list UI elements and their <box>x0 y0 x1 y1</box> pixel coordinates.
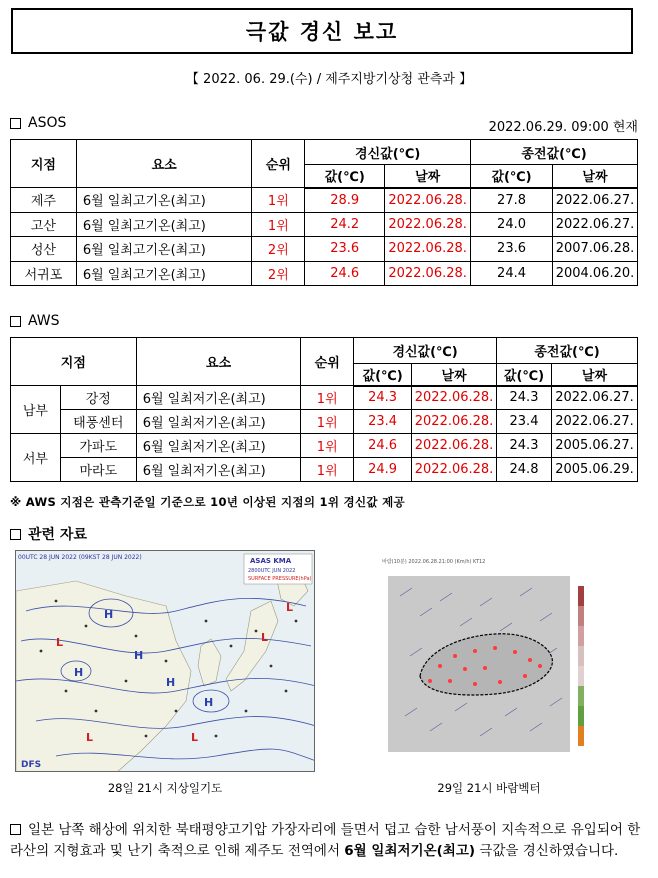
new-value-cell: 23.4 <box>354 410 412 434</box>
header-new-date: 날짜 <box>385 165 471 188</box>
wind-vector-map <box>380 556 598 768</box>
element-cell: 6월 일최저기온(최고) <box>136 386 301 410</box>
summary-highlight: 6월 일최저기온(최고) <box>344 843 476 859</box>
checkbox-icon <box>10 529 21 540</box>
map1-logo: DFS <box>21 760 42 770</box>
old-date-cell: 2022.06.27. <box>552 188 637 213</box>
header-new-value: 값(℃) <box>305 165 385 188</box>
asos-table <box>10 139 638 286</box>
new-date-cell: 2022.06.28. <box>412 434 497 458</box>
svg-text:H: H <box>74 666 84 679</box>
new-date-cell: 2022.06.28. <box>385 188 471 213</box>
aws-section-heading: AWS <box>10 313 60 329</box>
asos-timestamp: 2022.06.29. 09:00 현재 <box>488 120 638 135</box>
old-date-cell: 2005.06.27. <box>551 434 637 458</box>
map1-brand: ASAS KMA <box>250 557 292 565</box>
rank-cell: 2위 <box>252 237 305 262</box>
table-row <box>11 261 638 286</box>
header-element: 요소 <box>76 140 252 188</box>
old-date-cell: 2007.06.28. <box>552 237 637 262</box>
station-cell: 제주 <box>11 188 77 213</box>
new-value-cell: 24.6 <box>305 261 385 286</box>
header-old-value: 값(℃) <box>471 165 553 188</box>
old-value-cell: 27.8 <box>471 188 553 213</box>
old-value-cell: 24.4 <box>471 261 553 286</box>
svg-text:L: L <box>261 631 269 644</box>
rank-cell: 1위 <box>301 434 354 458</box>
report-subtitle: 【 2022. 06. 29.(수) / 제주지방기상청 관측과 】 <box>185 72 473 87</box>
new-date-cell: 2022.06.28. <box>412 410 497 434</box>
new-value-cell: 24.2 <box>305 212 385 237</box>
checkbox-icon <box>10 824 21 835</box>
station-cell: 가파도 <box>60 434 136 458</box>
new-value-cell: 24.9 <box>354 458 412 482</box>
old-date-cell: 2004.06.20. <box>552 261 637 286</box>
header-station: 지점 <box>11 338 137 386</box>
new-date-cell: 2022.06.28. <box>385 237 471 262</box>
header-old-date: 날짜 <box>551 364 637 386</box>
element-cell: 6월 일최고기온(최고) <box>76 212 252 237</box>
svg-text:L: L <box>286 601 294 614</box>
new-date-cell: 2022.06.28. <box>412 386 497 410</box>
map1-brand-date: 2800UTC JUN 2022 <box>248 568 296 574</box>
new-date-cell: 2022.06.28. <box>385 261 471 286</box>
aws-table <box>10 337 638 482</box>
old-date-cell: 2022.06.27. <box>551 410 637 434</box>
map1-header-text: 00UTC 28 JUN 2022 (09KST 28 JUN 2022) <box>18 554 142 561</box>
new-date-cell: 2022.06.28. <box>385 212 471 237</box>
svg-text:H: H <box>166 676 176 689</box>
related-section-heading: 관련 자료 <box>10 524 87 544</box>
aws-footnote: ※ AWS 지점은 관측기준일 기준으로 10년 이상된 지점의 1위 경신값 제공 <box>10 495 405 509</box>
station-cell: 태풍센터 <box>60 410 136 434</box>
new-value-cell: 28.9 <box>305 188 385 213</box>
table-row <box>11 458 638 482</box>
surface-weather-chart-image <box>16 551 315 772</box>
element-cell: 6월 일최저기온(최고) <box>136 458 301 482</box>
new-value-cell: 24.3 <box>354 386 412 410</box>
element-cell: 6월 일최저기온(최고) <box>136 434 301 458</box>
rank-cell: 1위 <box>301 386 354 410</box>
svg-text:H: H <box>104 608 114 621</box>
region-cell: 서부 <box>11 434 61 482</box>
new-value-cell: 24.6 <box>354 434 412 458</box>
new-value-cell: 23.6 <box>305 237 385 262</box>
header-rank: 순위 <box>252 140 305 188</box>
region-cell: 남부 <box>11 386 61 434</box>
header-new-value: 값(℃) <box>354 364 412 386</box>
station-cell: 강정 <box>60 386 136 410</box>
svg-text:H: H <box>134 649 144 662</box>
rank-cell: 2위 <box>252 261 305 286</box>
surface-weather-chart <box>15 550 315 772</box>
old-date-cell: 2005.06.29. <box>551 458 637 482</box>
old-value-cell: 23.4 <box>497 410 552 434</box>
table-row <box>11 386 638 410</box>
rank-cell: 1위 <box>301 410 354 434</box>
wind-vector-map-image <box>380 556 598 768</box>
station-cell: 서귀포 <box>11 261 77 286</box>
old-value-cell: 24.3 <box>497 434 552 458</box>
header-rank: 순위 <box>301 338 354 386</box>
rank-cell: 1위 <box>301 458 354 482</box>
header-old-value-group: 종전값(℃) <box>471 140 638 165</box>
old-date-cell: 2022.06.27. <box>552 212 637 237</box>
old-value-cell: 24.3 <box>497 386 552 410</box>
svg-text:L: L <box>191 731 199 744</box>
map1-brand-type: SURFACE PRESSURE(hPa) <box>248 576 312 582</box>
element-cell: 6월 일최저기온(최고) <box>136 410 301 434</box>
svg-text:L: L <box>56 636 64 649</box>
table-row <box>11 410 638 434</box>
asos-section-heading: ASOS <box>10 115 66 131</box>
wind-map-caption: 29일 21시 바람벡터 <box>437 781 541 795</box>
station-cell: 고산 <box>11 212 77 237</box>
map2-header-text: 바람(10분) 2022.06.28.21:00 (Km/h) KT12 <box>382 559 486 565</box>
table-row <box>11 212 638 237</box>
rank-cell: 1위 <box>252 188 305 213</box>
old-value-cell: 24.0 <box>471 212 553 237</box>
new-date-cell: 2022.06.28. <box>412 458 497 482</box>
rank-cell: 1위 <box>252 212 305 237</box>
checkbox-icon <box>10 118 21 129</box>
svg-text:L: L <box>86 731 94 744</box>
header-old-value-group: 종전값(℃) <box>497 338 638 364</box>
station-cell: 성산 <box>11 237 77 262</box>
table-row <box>11 434 638 458</box>
header-new-value-group: 경신값(℃) <box>305 140 471 165</box>
old-date-cell: 2022.06.27. <box>551 386 637 410</box>
header-new-value-group: 경신값(℃) <box>354 338 497 364</box>
element-cell: 6월 일최고기온(최고) <box>76 188 252 213</box>
header-old-value: 값(℃) <box>497 364 552 386</box>
header-element: 요소 <box>136 338 301 386</box>
summary-paragraph: 일본 남쪽 해상에 위치한 북태평양고기압 가장자리에 들면서 덥고 습한 남서풍이 지속적으로 유입되어 한라산의 지형효과 및 난기 축적으로 인해 제주도 전역에서 6월 일최저기온(최고) 극값을 경신하였습니다. <box>10 822 641 859</box>
element-cell: 6월 일최고기온(최고) <box>76 261 252 286</box>
header-new-date: 날짜 <box>412 364 497 386</box>
old-value-cell: 23.6 <box>471 237 553 262</box>
element-cell: 6월 일최고기온(최고) <box>76 237 252 262</box>
old-value-cell: 24.8 <box>497 458 552 482</box>
page-title: 극값 경신 보고 <box>11 8 633 54</box>
table-row <box>11 188 638 213</box>
station-cell: 마라도 <box>60 458 136 482</box>
checkbox-icon <box>10 316 21 327</box>
header-old-date: 날짜 <box>552 165 637 188</box>
header-station: 지점 <box>11 140 77 188</box>
table-row <box>11 237 638 262</box>
surface-chart-caption: 28일 21시 지상일기도 <box>107 781 223 795</box>
svg-text:H: H <box>204 696 214 709</box>
